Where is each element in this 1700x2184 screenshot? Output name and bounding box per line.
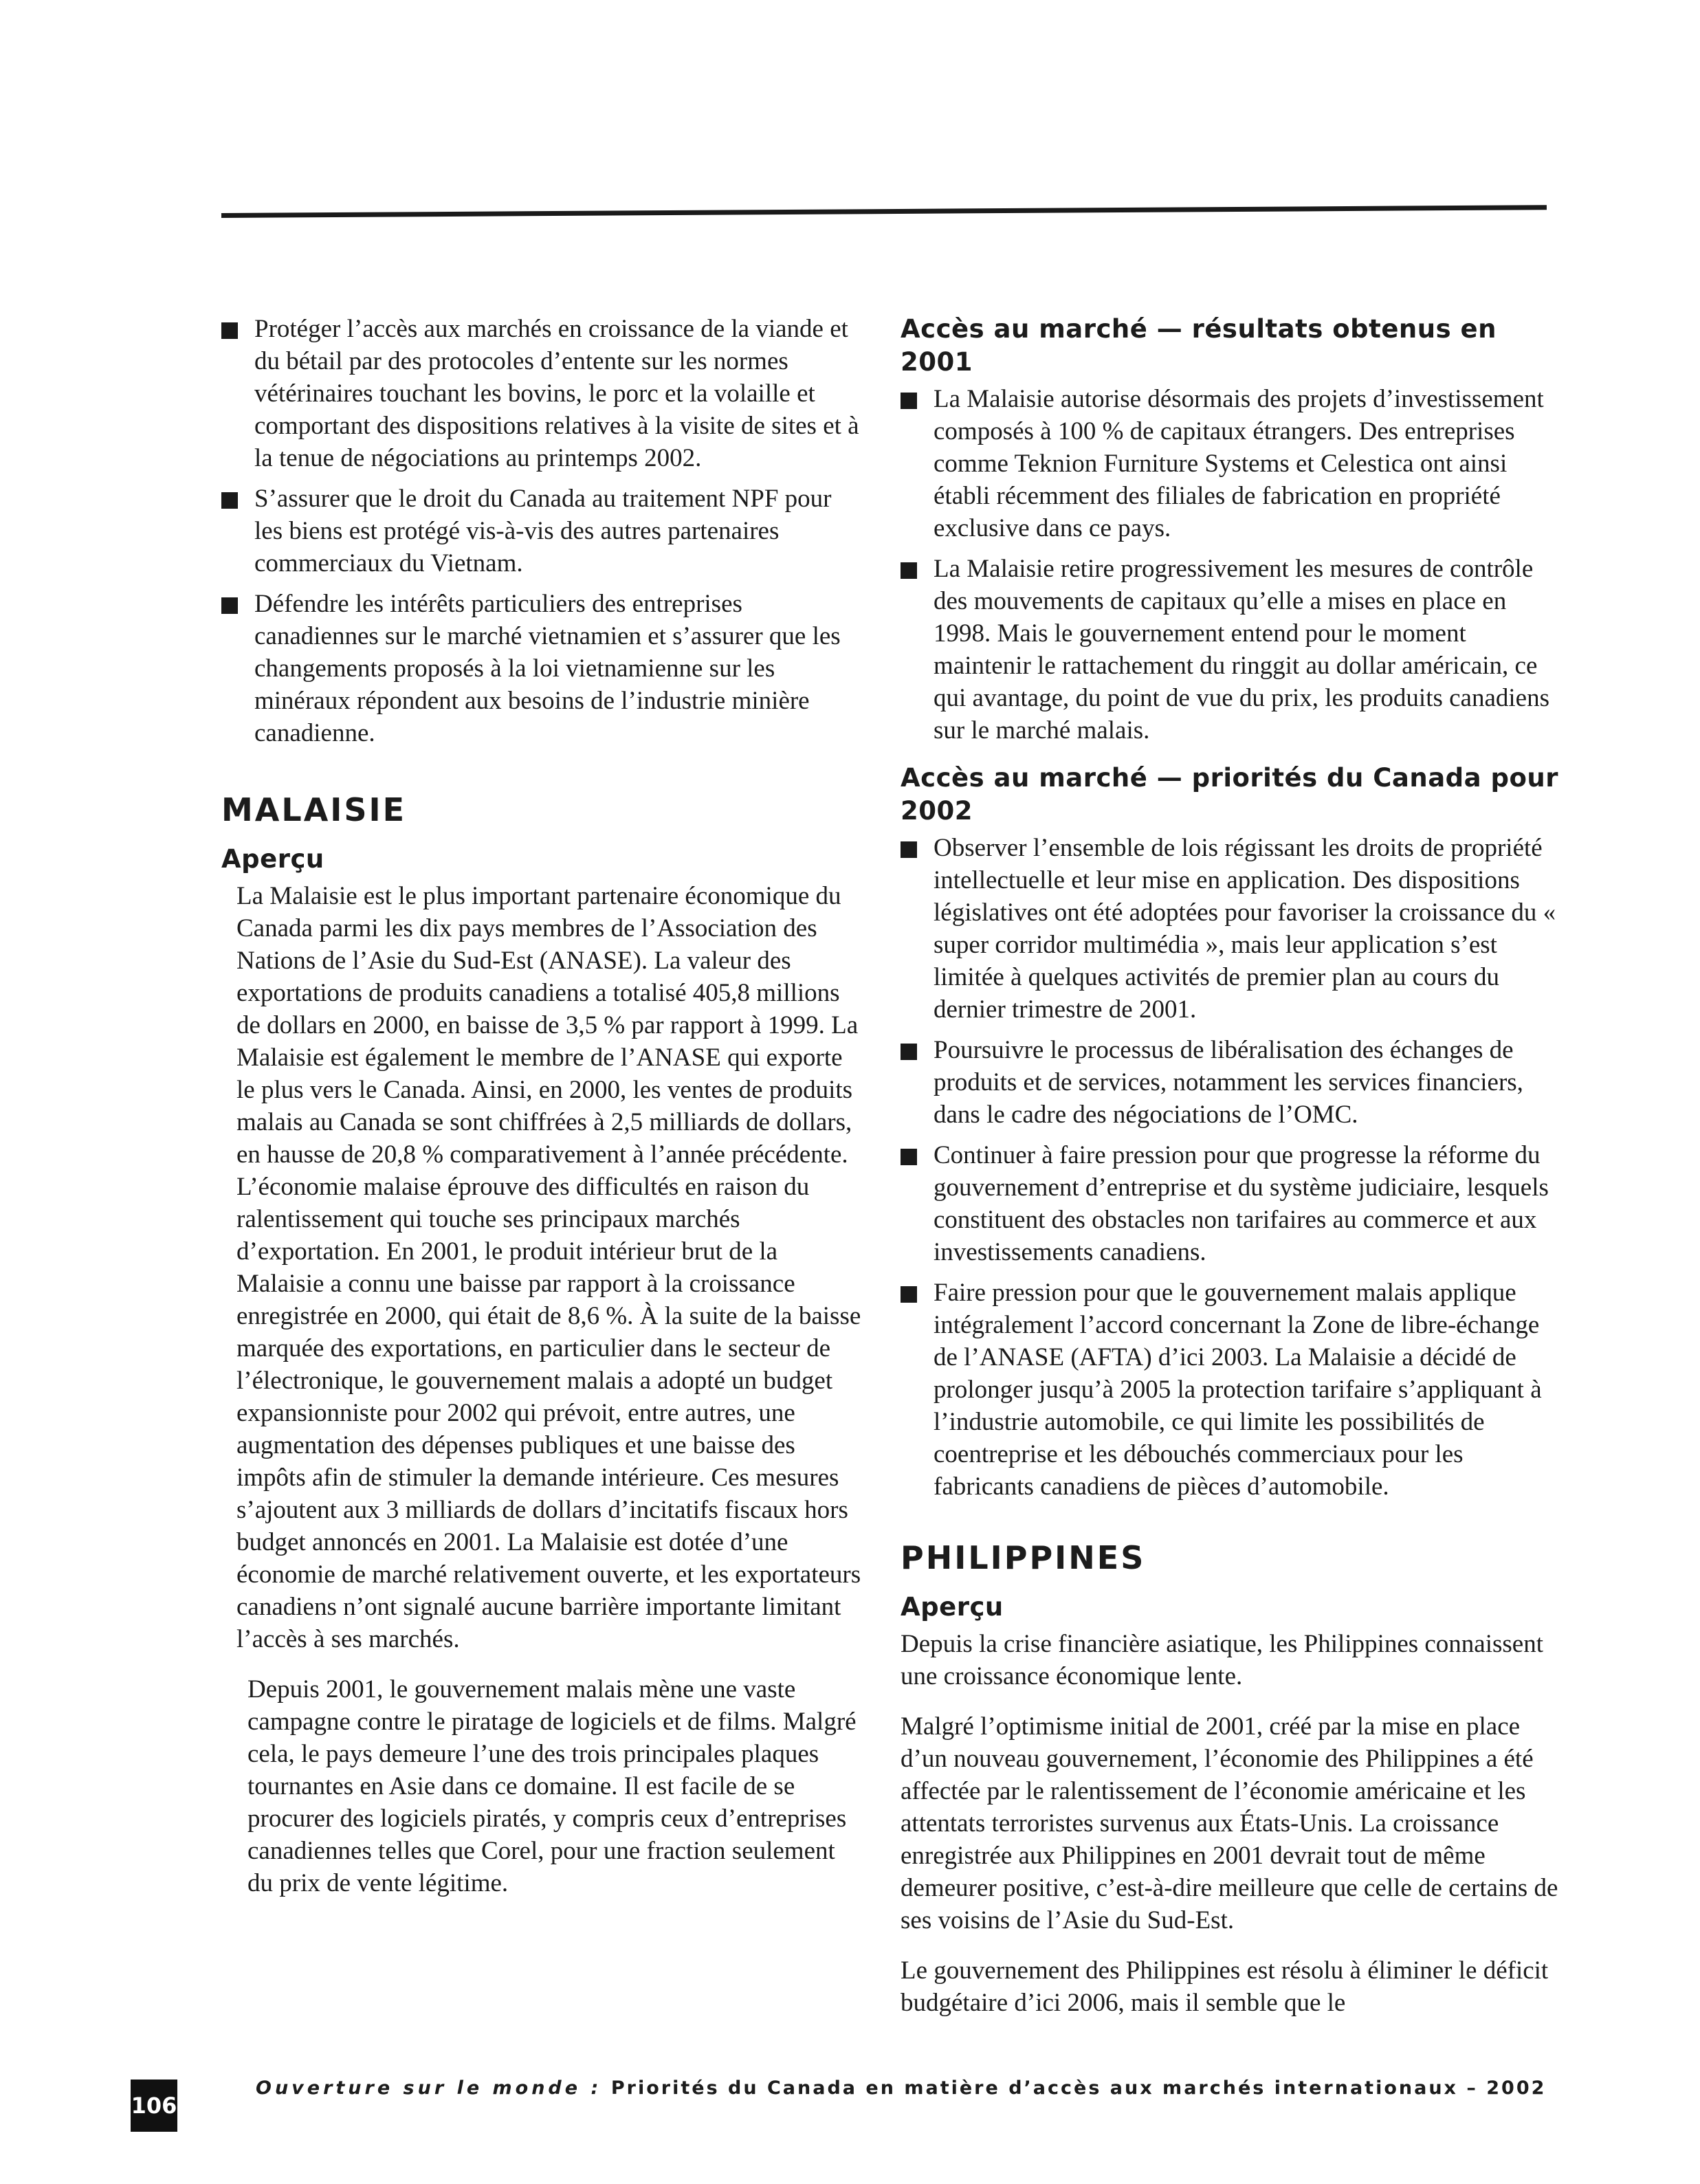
section-title-philippines: PHILIPPINES [901, 1539, 1146, 1576]
footer-title-italic: Ouverture sur le monde : [256, 2077, 602, 2099]
page-number: 106 [131, 2080, 177, 2132]
paragraph: Malgré l’optimisme initial de 2001, créé par la mise en place d’un nouveau gouvernement, l’économie des Philippines a été affectée par le ralentissement de l’économie américaine et les attentats terroristes survenus aux États-Unis. La croissance enregistrée aux Philippines en 2001 devrait tout de même demeurer positive, c’est-à-dire meilleure que celle de certains de ses voisins de l’Asie du Sud-Est. [901, 1712, 1558, 1934]
results-list [901, 383, 1560, 747]
running-footer [256, 2075, 1547, 2102]
paragraph: Le gouvernement des Philippines est résolu à éliminer le déficit budgétaire d’ici 2006, mais il semble que le [901, 1956, 1549, 2017]
subheading-priorities-2002: Accès au marché — priorités du Canada pour 2002 [901, 763, 1559, 826]
bullet-item: La Malaisie autorise désormais des projets d’investissement composés à 100 % de capitaux étrangers. Des entreprises comme Teknion Furniture Systems et Celestica ont ainsi établi récemment des filiales de fabrication en propriété exclusive dans ce pays. [901, 383, 1560, 544]
paragraph: Depuis 2001, le gouvernement malais mène une vaste campagne contre le piratage de logiciels et de films. Malgré cela, le pays demeure l’une des trois principales plaques tournantes en Asie dans ce domaine. Il est facile de se procurer des logiciels piratés, y compris ceux d’entreprises canadiennes telles que Corel, pour une fraction seulement du prix de vente légitime. [247, 1675, 857, 1897]
paragraph: La Malaisie est le plus important partenaire économique du Canada parmi les dix pays membres de l’Association des Nations de l’Asie du Sud-Est (ANASE). La valeur des exportations de produits canadiens a totalisé 405,8 millions de dollars en 2000, en baisse de 3,5 % par rapport à 1999. La Malaisie est également le membre de l’ANASE qui exporte le plus vers le Canada. Ainsi, en 2000, les ventes de produits malais au Canada se sont chiffrées à 2,5 milliards de dollars, en hausse de 20,8 % comparativement à l’année précédente. L’économie malaise éprouve des difficultés en raison du ralentissement qui touche ses principaux marchés d’exportation. En 2001, le produit intérieur brut de la Malaisie a connu une baisse par rapport à la croissance enregistrée en 2000, qui était de 8,6 %. À la suite de la baisse marquée des exportations, en particulier dans le secteur de l’électronique, le gouvernement malais a adopté un budget expansionniste pour 2002 qui prévoit, entre autres, une augmentation des dépenses publiques et une baisse des impôts afin de stimuler la demande intérieure. Ces mesures s’ajoutent aux 3 milliards de dollars d’incitatifs fiscaux hors budget annoncés en 2001. La Malaisie est dotée d’une économie de marché relativement ouverte, et les exportateurs canadiens n’ont signalé aucune barrière importante limitant l’accès à ses marchés. [236, 882, 861, 1653]
subheading-results-2001: Accès au marché — résultats obtenus en 2001 [901, 314, 1497, 377]
section-title-malaisie: MALAISIE [221, 791, 407, 828]
vietnam-priorities-list [221, 313, 864, 749]
left-column [221, 313, 864, 1917]
bullet-item: La Malaisie retire progressivement les mesures de contrôle des mouvements de capitaux qu’elle a mises en place en 1998. Mais le gouvernement entend pour le moment maintenir le rattachement du ringgit au dollar américain, ce qui avantage, du point de vue du prix, les produits canadiens sur le marché malais. [901, 553, 1560, 747]
bullet-item: Poursuivre le processus de libéralisation des échanges de produits et de services, notamment les services financiers, dans le cadre des négociations de l’OMC. [901, 1034, 1560, 1131]
bullet-item: S’assurer que le droit du Canada au traitement NPF pour les biens est protégé vis-à-vis des autres partenaires commerciaux du Vietnam. [221, 483, 864, 580]
header-rule [221, 205, 1547, 218]
bullet-item: Continuer à faire pression pour que progresse la réforme du gouvernement d’entreprise et du système judiciaire, lesquels constituent des obstacles non tarifaires au commerce et aux investissements canadiens. [901, 1139, 1560, 1268]
footer-title-rest: Priorités du Canada en matière d’accès aux marchés internationaux – 2002 [610, 2077, 1547, 2099]
paragraph: Depuis la crise financière asiatique, les Philippines connaissent une croissance économique lente. [901, 1630, 1544, 1690]
bullet-item: Protéger l’accès aux marchés en croissance de la viande et du bétail par des protocoles d’entente sur les normes vétérinaires touchant les bovins, le porc et la volaille et comportant des dispositions relatives à la visite de sites et à la tenue de négociations au printemps 2002. [221, 313, 864, 474]
bullet-item: Observer l’ensemble de lois régissant les droits de propriété intellectuelle et leur mise en application. Des dispositions législatives ont été adoptées pour favoriser la croissance du « super corridor multimédia », mais leur application s’est limitée à quelques activités de premier plan au cours du dernier trimestre de 2001. [901, 832, 1560, 1026]
priorities-list [901, 832, 1560, 1503]
subheading-apercu: Aperçu [901, 1592, 1004, 1622]
bullet-item: Défendre les intérêts particuliers des entreprises canadiennes sur le marché vietnamien et s’assurer que les changements proposés à la loi vietnamienne sur les minéraux répondent aux besoins de l’industrie minière canadienne. [221, 588, 864, 749]
right-column [901, 313, 1560, 2037]
bullet-item: Faire pression pour que le gouvernement malais applique intégralement l’accord concernant la Zone de libre-échange de l’ANASE (AFTA) d’ici 2003. La Malaisie a décidé de prolonger jusqu’à 2005 la protection tarifaire s’appliquant à l’industrie automobile, ce qui limite les possibilités de coentreprise et les débouchés commerciaux pour les fabricants canadiens de pièces d’automobile. [901, 1277, 1560, 1503]
subheading-apercu: Aperçu [221, 844, 324, 874]
